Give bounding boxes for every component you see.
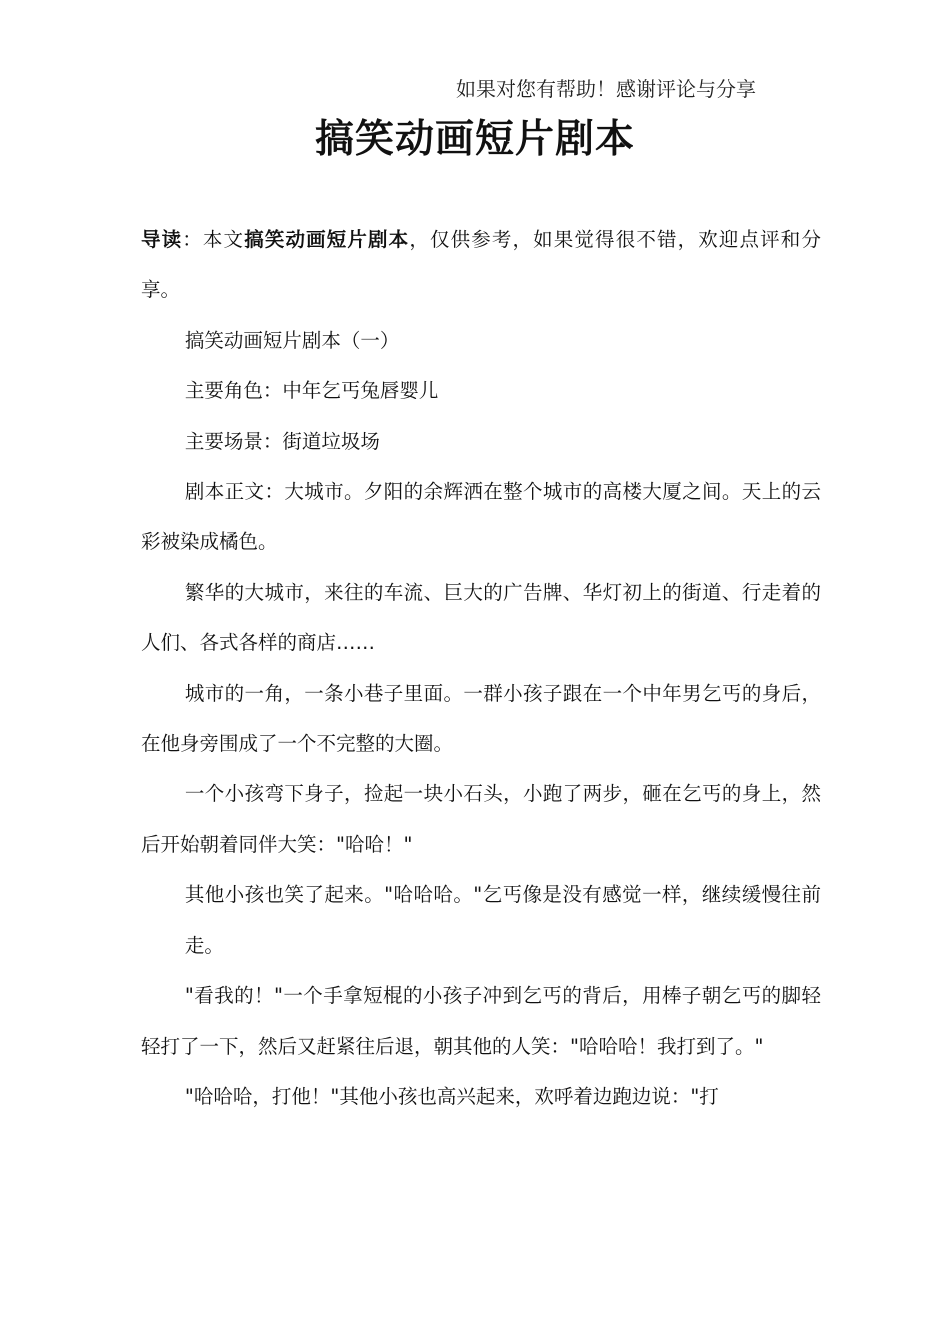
body-paragraph: 剧本正文：大城市。夕阳的余辉洒在整个城市的高楼大厦之间。天上的云彩被染成橘色。 [141, 480, 821, 554]
document-body [141, 215, 821, 1122]
body-paragraph: "哈哈哈，打他！"其他小孩也高兴起来，欢呼着边跑边说："打 [184, 1084, 719, 1108]
body-paragraph: 城市的一角，一条小巷子里面。一群小孩子跟在一个中年男乞丐的身后，在他身旁围成了一个不完整的大圈。 [141, 681, 821, 756]
document-title: 搞笑动画短片剧本 [314, 117, 635, 162]
intro-separator: ： [182, 228, 203, 251]
intro-text-pre: 本文 [202, 228, 245, 251]
main-scenes: 主要场景：街道垃圾场 [184, 429, 380, 453]
intro-bold-title: 搞笑动画短片剧本 [244, 228, 410, 251]
intro-label: 导读 [141, 228, 183, 251]
intro-paragraph [141, 215, 821, 316]
intro-text-post: ，仅供参考，如果觉得很不错，欢迎点评和分享。 [141, 228, 821, 302]
body-paragraph: 其他小孩也笑了起来。"哈哈哈。"乞丐像是没有感觉一样，继续缓慢往前走。 [184, 883, 821, 957]
body-paragraph: 繁华的大城市，来往的车流、巨大的广告牌、华灯初上的街道、行走着的人们、各式各样的商店…… [141, 580, 821, 655]
body-paragraph: 一个小孩弯下身子，捡起一块小石头，小跑了两步，砸在乞丐的身上，然后开始朝着同伴大笑："哈哈！" [141, 782, 821, 856]
header-note: 如果对您有帮助！感谢评论与分享 [456, 77, 756, 101]
section-heading: 搞笑动画短片剧本（一） [184, 328, 400, 352]
main-characters: 主要角色：中年乞丐兔唇婴儿 [184, 379, 439, 403]
body-paragraph: "看我的！"一个手拿短棍的小孩子冲到乞丐的背后，用棒子朝乞丐的脚轻轻打了一下，然后又赶紧往后退，朝其他的人笑："哈哈哈！我打到了。" [141, 984, 821, 1058]
